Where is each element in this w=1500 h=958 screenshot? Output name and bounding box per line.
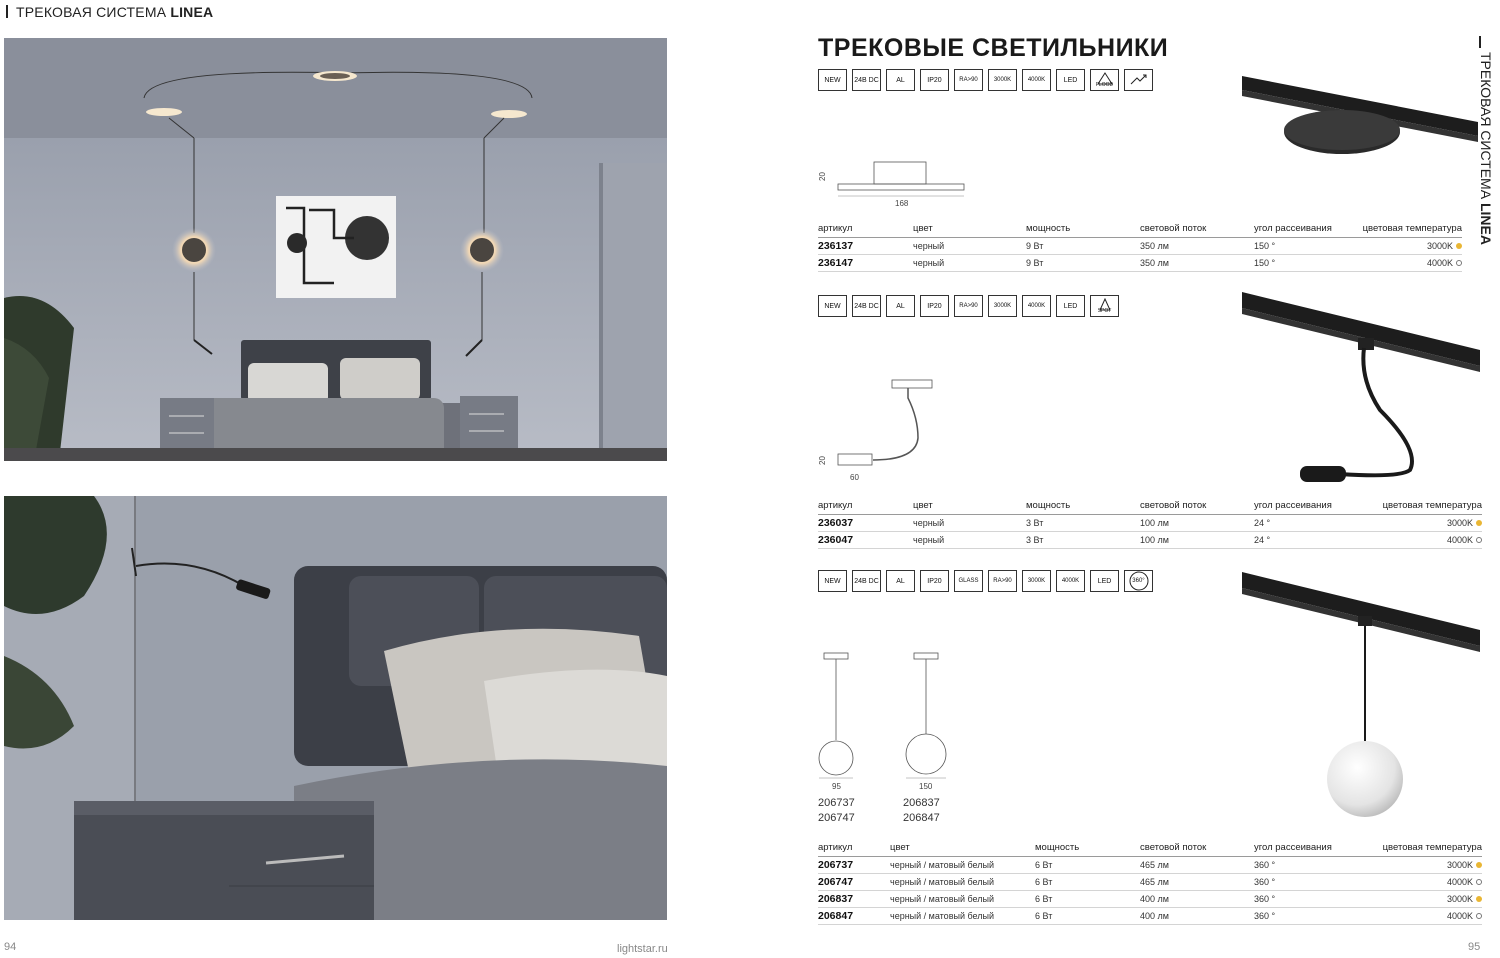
table-row — [818, 874, 1482, 891]
angle-cell: 24 ° — [1254, 532, 1354, 549]
badge: 24В DC — [852, 69, 881, 91]
badge: 4000K — [1022, 69, 1051, 91]
col-angle: угол рассеивания — [1254, 500, 1354, 515]
badge: AL — [886, 570, 915, 592]
header-brand: LINEA — [170, 4, 214, 20]
badge: LED — [1056, 295, 1085, 317]
badge: IP20 — [920, 295, 949, 317]
angle-cell: 24 ° — [1254, 515, 1354, 532]
badge: RA>90 — [954, 295, 983, 317]
power-cell: 6 Вт — [1035, 857, 1140, 874]
angle-cell: 150 ° — [1254, 238, 1354, 255]
col-color: цвет — [890, 842, 1035, 857]
badge: 3000K — [988, 69, 1017, 91]
temp-cell — [1354, 255, 1462, 272]
warm-dot-icon — [1476, 520, 1482, 526]
cold-dot-icon — [1456, 260, 1462, 266]
badge: NEW — [818, 69, 847, 91]
flux-cell: 100 лм — [1140, 515, 1254, 532]
col-article: артикул — [818, 500, 913, 515]
article-cell: 236147 — [818, 255, 913, 272]
badge: NEW — [818, 570, 847, 592]
angle-cell: 360 ° — [1254, 908, 1354, 925]
page-number-right: 95 — [1468, 941, 1481, 953]
section1-height-dim: 20 — [817, 172, 827, 181]
section3-small-dim: 95 — [832, 782, 841, 791]
badge: IP20 — [920, 69, 949, 91]
header-bar — [6, 5, 8, 18]
section1-spec-table — [818, 223, 1462, 272]
flux-cell: 400 лм — [1140, 908, 1254, 925]
badge-label: SPOT — [1097, 308, 1112, 314]
col-temp: цветовая температура — [1354, 223, 1462, 238]
site-link[interactable]: lightstar.ru — [617, 943, 668, 955]
power-cell: 9 Вт — [1026, 238, 1140, 255]
angle-cell: 360 ° — [1254, 874, 1354, 891]
temp-value: 4000K — [1446, 877, 1473, 887]
temp-cell — [1354, 908, 1482, 925]
color-cell: черный / матовый белый — [890, 857, 1035, 874]
warm-dot-icon — [1476, 896, 1482, 902]
temp-cell — [1354, 515, 1482, 532]
col-power: мощность — [1026, 500, 1140, 515]
power-cell: 6 Вт — [1035, 891, 1140, 908]
col-flux: световой поток — [1140, 842, 1254, 857]
cold-dot-icon — [1476, 913, 1482, 919]
section1-width-dim: 168 — [895, 199, 909, 208]
power-cell: 3 Вт — [1026, 532, 1140, 549]
badge: 24В DC — [852, 295, 881, 317]
side-label-prefix: ТРЕКОВАЯ СИСТЕМА — [1478, 52, 1494, 200]
color-cell: черный / матовый белый — [890, 908, 1035, 925]
section2-product-image — [1240, 290, 1482, 490]
col-article: артикул — [818, 842, 890, 857]
badge: RA>90 — [954, 69, 983, 91]
article-cell: 236137 — [818, 238, 913, 255]
spot-icon — [1090, 295, 1119, 317]
temp-cell — [1354, 874, 1482, 891]
badge-label: 360° — [1132, 577, 1145, 584]
flux-cell: 350 лм — [1140, 255, 1254, 272]
side-label-brand: LINEA — [1478, 202, 1494, 245]
table-row — [818, 255, 1462, 272]
power-cell: 6 Вт — [1035, 908, 1140, 925]
badge: IP20 — [920, 570, 949, 592]
section3-dimension-drawing — [818, 652, 958, 782]
warm-dot-icon — [1476, 862, 1482, 868]
flux-cell: 465 лм — [1140, 857, 1254, 874]
section1-product-image — [1240, 66, 1482, 166]
temp-value: 3000K — [1446, 894, 1473, 904]
col-color: цвет — [913, 500, 1026, 515]
section3-badges — [818, 570, 1153, 592]
page-title: ТРЕКОВЫЕ СВЕТИЛЬНИКИ — [818, 34, 1169, 62]
section3-large-dim: 150 — [919, 782, 933, 791]
temp-value: 3000K — [1446, 860, 1473, 870]
small-code-2: 206747 — [818, 812, 855, 824]
table-row — [818, 515, 1482, 532]
warm-dot-icon — [1456, 243, 1462, 249]
header-prefix: ТРЕКОВАЯ СИСТЕМА — [16, 4, 167, 20]
temp-cell — [1354, 238, 1462, 255]
temp-value: 4000K — [1426, 258, 1453, 268]
page-number-left: 94 — [4, 941, 17, 953]
angle-cell: 360 ° — [1254, 891, 1354, 908]
article-cell: 206847 — [818, 908, 890, 925]
section3-spec-table — [818, 842, 1482, 925]
table-row — [818, 857, 1482, 874]
flood-icon — [1090, 69, 1119, 91]
temp-value: 3000K — [1426, 241, 1453, 251]
temp-value: 4000K — [1446, 535, 1473, 545]
article-cell: 236037 — [818, 515, 913, 532]
table-row — [818, 891, 1482, 908]
badge: 4000K — [1056, 570, 1085, 592]
section2-spec-table — [818, 500, 1482, 549]
section1-badges — [818, 69, 1153, 91]
color-cell: черный / матовый белый — [890, 891, 1035, 908]
temp-cell — [1354, 891, 1482, 908]
badge: LED — [1056, 69, 1085, 91]
col-temp: цветовая температура — [1354, 842, 1482, 857]
flux-cell: 465 лм — [1140, 874, 1254, 891]
side-label-bar — [1479, 36, 1481, 48]
article-cell: 206837 — [818, 891, 890, 908]
section3-product-image — [1240, 570, 1482, 820]
col-power: мощность — [1035, 842, 1140, 857]
flux-cell: 100 лм — [1140, 532, 1254, 549]
color-cell: черный — [913, 238, 1026, 255]
flux-cell: 400 лм — [1140, 891, 1254, 908]
badge: 3000K — [988, 295, 1017, 317]
power-cell: 6 Вт — [1035, 874, 1140, 891]
power-cell: 3 Вт — [1026, 515, 1140, 532]
color-cell: черный — [913, 255, 1026, 272]
badge: 3000K — [1022, 570, 1051, 592]
large-code-1: 206837 — [903, 797, 940, 809]
large-code-2: 206847 — [903, 812, 940, 824]
angle-cell: 360 ° — [1254, 857, 1354, 874]
badge: NEW — [818, 295, 847, 317]
section2-height-dim: 20 — [817, 456, 827, 465]
temp-cell — [1354, 857, 1482, 874]
page-header — [6, 4, 213, 20]
badge: 4000K — [1022, 295, 1051, 317]
article-cell: 236047 — [818, 532, 913, 549]
color-cell: черный — [913, 515, 1026, 532]
cold-dot-icon — [1476, 537, 1482, 543]
badge-label: FLOOD — [1095, 82, 1114, 88]
badge: GLASS — [954, 570, 983, 592]
bedroom-photo — [4, 38, 667, 461]
temp-cell — [1354, 532, 1482, 549]
article-cell: 206747 — [818, 874, 890, 891]
angle-cell: 150 ° — [1254, 255, 1354, 272]
badge: AL — [886, 69, 915, 91]
badge: 24В DC — [852, 570, 881, 592]
badge: AL — [886, 295, 915, 317]
col-angle: угол рассеивания — [1254, 223, 1354, 238]
power-cell: 9 Вт — [1026, 255, 1140, 272]
col-temp: цветовая температура — [1354, 500, 1482, 515]
table-row — [818, 908, 1482, 925]
badge: LED — [1090, 570, 1119, 592]
section2-dimension-drawing — [818, 378, 948, 470]
col-color: цвет — [913, 223, 1026, 238]
temp-value: 3000K — [1446, 518, 1473, 528]
bed-closeup-photo — [4, 496, 667, 920]
col-flux: световой поток — [1140, 500, 1254, 515]
col-flux: световой поток — [1140, 223, 1254, 238]
table-row — [818, 238, 1462, 255]
rotate-icon — [1124, 69, 1153, 91]
color-cell: черный — [913, 532, 1026, 549]
360-icon — [1124, 570, 1153, 592]
col-angle: угол рассеивания — [1254, 842, 1354, 857]
cold-dot-icon — [1476, 879, 1482, 885]
flux-cell: 350 лм — [1140, 238, 1254, 255]
col-article: артикул — [818, 223, 913, 238]
section2-badges — [818, 295, 1119, 317]
color-cell: черный / матовый белый — [890, 874, 1035, 891]
col-power: мощность — [1026, 223, 1140, 238]
badge: RA>90 — [988, 570, 1017, 592]
temp-value: 4000K — [1446, 911, 1473, 921]
section2-width-dim: 60 — [850, 473, 859, 482]
table-row — [818, 532, 1482, 549]
small-code-1: 206737 — [818, 797, 855, 809]
article-cell: 206737 — [818, 857, 890, 874]
